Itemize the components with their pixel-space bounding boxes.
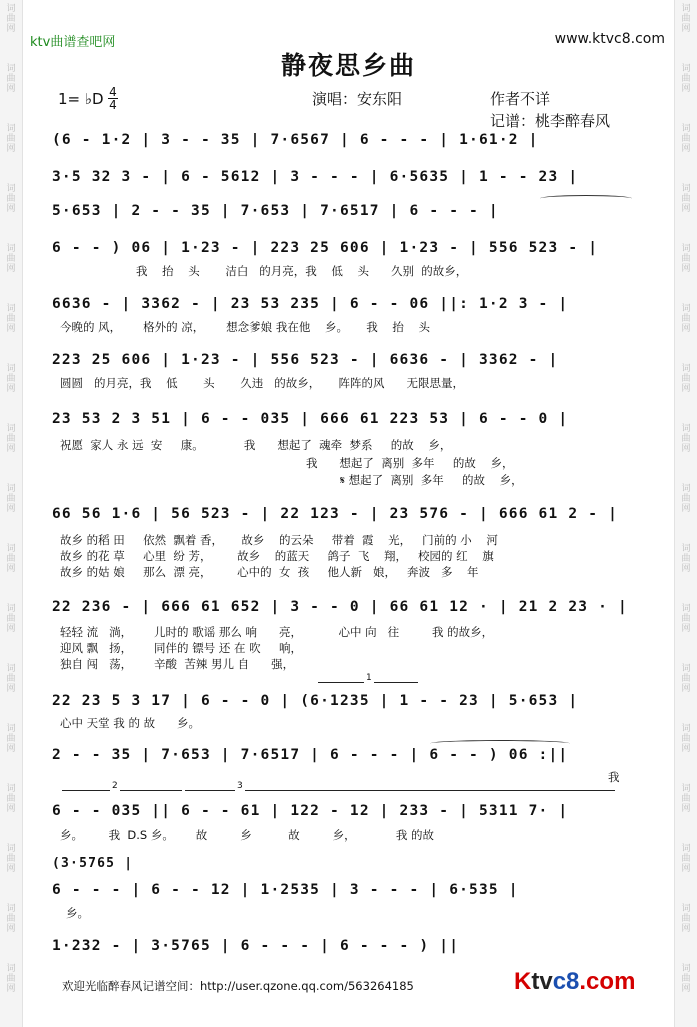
author-credit: 作者不详 xyxy=(490,90,551,108)
volta-bracket-2 xyxy=(62,781,182,791)
score-line-1: (6 - 1·2 | 3 - - 35 | 7·6567 | 6 - - - | 1·61·2 | xyxy=(52,132,539,148)
score-line-15: 1·232 - | 3·5765 | 6 - - - | 6 - - - ) || xyxy=(52,938,460,954)
site-name-left[interactable]: ktv曲谱查吧网 xyxy=(30,35,116,50)
score-line-8: 66 56 1·6 | 56 523 - | 22 123 - | 23 576 - | 666 61 2 - | xyxy=(52,506,618,522)
recorder-credit: 记谱：桃李醉春风 xyxy=(490,112,611,130)
score-line-6: 223 25 606 | 1·23 - | 556 523 - | 6636 - | 3362 - | xyxy=(52,352,559,368)
side-watermark: 词 曲 网 xyxy=(681,364,691,394)
score-line-7: 23 53 2 3 51 | 6 - - 035 | 666 61 223 53 | 6 - - 0 | xyxy=(52,411,569,427)
side-watermark: 词 曲 网 xyxy=(6,664,16,694)
lyric-line-9c: 独自 闯 荡， 辛酸 苦辣 男儿 自 强， xyxy=(60,657,295,671)
tie-mark xyxy=(430,740,570,747)
side-watermark: 词 曲 网 xyxy=(681,124,691,154)
score-line-3: 5·653 | 2 - - 35 | 7·653 | 7·6517 | 6 - - - | xyxy=(52,203,499,219)
side-watermark: 词 曲 网 xyxy=(6,484,16,514)
left-margin-strip xyxy=(0,0,23,1027)
time-signature xyxy=(108,86,118,111)
lyric-line-6: 圆圆 的月亮，我 低 头 久违 的故乡， 阵阵的风 无限思量， xyxy=(60,376,464,390)
side-watermark: 词 曲 网 xyxy=(6,4,16,34)
side-watermark: 词 曲 网 xyxy=(681,784,691,814)
score-line-11: 2 - - 35 | 7·653 | 7·6517 | 6 - - - | 6 - - ) 06 :|| xyxy=(52,747,569,763)
footer-credit[interactable]: 欢迎光临醉春风记谱空间：http://user.qzone.qq.com/563264185 xyxy=(62,979,414,993)
side-watermark: 词 曲 网 xyxy=(6,184,16,214)
side-watermark: 词 曲 网 xyxy=(6,784,16,814)
side-watermark: 词 曲 网 xyxy=(681,844,691,874)
side-watermark: 词 曲 网 xyxy=(681,64,691,94)
side-watermark: 词 曲 网 xyxy=(681,424,691,454)
side-watermark: 词 曲 网 xyxy=(6,424,16,454)
side-watermark: 词 曲 网 xyxy=(681,244,691,274)
tie-mark xyxy=(540,195,632,202)
side-watermark: 词 曲 网 xyxy=(6,64,16,94)
side-watermark: 词 曲 网 xyxy=(6,724,16,754)
logo-k: K xyxy=(514,968,532,995)
volta-bracket-1 xyxy=(318,673,418,683)
side-watermark: 词 曲 网 xyxy=(681,964,691,994)
side-watermark: 词 曲 网 xyxy=(681,904,691,934)
time-top: 4 xyxy=(109,85,117,99)
lyric-line-7b: 我 想起了 离别 多年 的故 乡， xyxy=(306,456,514,470)
side-watermark: 词 曲 网 xyxy=(681,304,691,334)
side-watermark: 词 曲 网 xyxy=(681,484,691,514)
side-watermark: 词 曲 网 xyxy=(6,844,16,874)
lyric-line-14: 乡。 xyxy=(66,906,89,920)
volta-bracket-3 xyxy=(185,781,615,791)
key-signature: 1= ♭D xyxy=(58,90,104,108)
score-line-2: 3·5 32 3 - | 6 - 5612 | 3 - - - | 6·5635 | 1 - - 23 | xyxy=(52,169,579,185)
score-line-14: 6 - - - | 6 - - 12 | 1·2535 | 3 - - - | 6·535 | xyxy=(52,882,519,898)
side-watermark: 词 曲 网 xyxy=(6,244,16,274)
score-line-12: 6 - - 035 || 6 - - 61 | 122 - 12 | 233 - | 5311 7· | xyxy=(52,803,569,819)
score-line-9: 22 236 - | 666 61 652 | 3 - - 0 | 66 61 12 · | 21 2 23 · | xyxy=(52,599,628,615)
side-watermark: 词 曲 网 xyxy=(6,124,16,154)
side-watermark: 词 曲 网 xyxy=(681,4,691,34)
score-line-13: (3·5765 | xyxy=(52,856,134,871)
side-watermark: 词 曲 网 xyxy=(6,364,16,394)
volta-number-1: 1 xyxy=(366,673,372,683)
lyric-line-5: 今晚的 风， 格外的 凉， 想念爹娘 我在他 乡。 我 抬 头 xyxy=(60,320,430,334)
lyric-line-4: 我 抬 头 洁白 的月亮，我 低 头 久别 的故乡， xyxy=(136,264,468,278)
volta-number-2: 2 xyxy=(112,781,118,791)
lyric-line-7c: 𝄋 想起了 离别 多年 的故 乡， xyxy=(340,473,523,487)
lyric-line-9a: 轻轻 流 淌， 儿时的 歌谣 那么 响 亮， 心中 向 往 我 的故乡， xyxy=(60,625,494,639)
side-watermark: 词 曲 网 xyxy=(681,664,691,694)
score-line-5: 6636 - | 3362 - | 23 53 235 | 6 - - 06 ||: 1·2 3 - | xyxy=(52,296,569,312)
ktvc8-logo xyxy=(514,968,635,996)
volta-number-3: 3 xyxy=(237,781,243,791)
lyric-line-11: 我 xyxy=(608,770,620,784)
lyric-line-12: 乡。 我 D.S 乡。 故 乡 故 乡， 我 的故 xyxy=(60,828,435,842)
logo-tv: tv xyxy=(531,968,553,995)
site-url-right[interactable]: www.ktvc8.com xyxy=(554,31,665,47)
side-watermark: 词 曲 网 xyxy=(6,544,16,574)
lyric-line-8b: 故乡 的花 草 心里 纷 芳， 故乡 的蓝天 鸽子 飞 翔， 校园的 红 旗 xyxy=(60,549,494,563)
right-margin-strip xyxy=(674,0,697,1027)
singer-credit: 演唱：安东阳 xyxy=(312,90,403,108)
side-watermark: 词 曲 网 xyxy=(6,964,16,994)
lyric-line-10: 心中 天堂 我 的 故 乡。 xyxy=(60,716,201,730)
side-watermark: 词 曲 网 xyxy=(681,184,691,214)
logo-c8: c8 xyxy=(552,968,580,995)
score-line-10: 22 23 5 3 17 | 6 - - 0 | (6·1235 | 1 - - 23 | 5·653 | xyxy=(52,693,579,709)
side-watermark: 词 曲 网 xyxy=(681,724,691,754)
side-watermark: 词 曲 网 xyxy=(681,544,691,574)
lyric-line-7: 祝愿 家人 永 远 安 康。 我 想起了 魂牵 梦系 的故 乡， xyxy=(60,438,452,452)
side-watermark: 词 曲 网 xyxy=(6,604,16,634)
logo-com: .com xyxy=(579,968,636,995)
lyric-line-9b: 迎风 飘 扬， 同伴的 镖号 还 在 吹 响， xyxy=(60,641,302,655)
side-watermark: 词 曲 网 xyxy=(6,904,16,934)
lyric-line-8c: 故乡 的姑 娘 那么 漂 亮， 心中的 女 孩 他人新 娘， 奔波 多 年 xyxy=(60,565,479,579)
lyric-line-8a: 故乡 的稻 田 依然 飘着 香， 故乡 的云朵 带着 霞 光， 门前的 小 河 xyxy=(60,533,498,547)
time-bottom: 4 xyxy=(109,98,117,112)
score-line-4: 6 - - ) 06 | 1·23 - | 223 25 606 | 1·23 - | 556 523 - | xyxy=(52,240,599,256)
side-watermark: 词 曲 网 xyxy=(681,604,691,634)
page-title: 静夜思乡曲 xyxy=(280,51,416,80)
side-watermark: 词 曲 网 xyxy=(6,304,16,334)
